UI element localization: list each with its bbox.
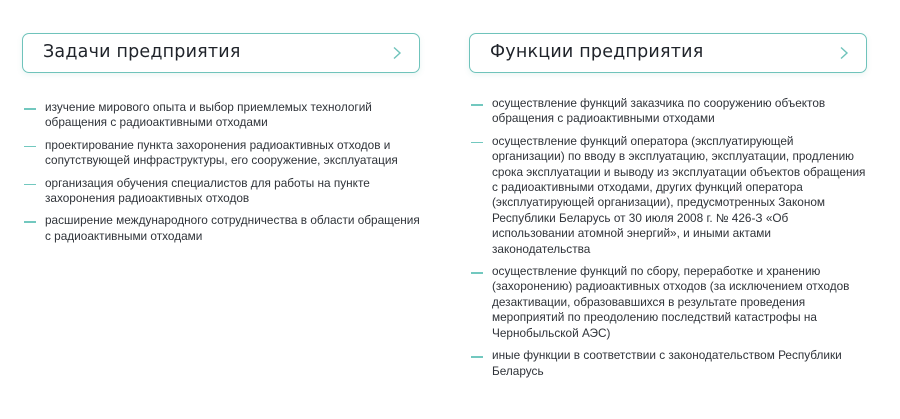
tasks-header-button[interactable] [22,33,420,73]
list-item [22,100,422,131]
list-item [22,176,422,207]
list-item [469,134,869,257]
dash-bullet-icon [471,356,483,358]
chevron-right-icon [391,46,403,60]
list-item [469,96,869,127]
dash-bullet-icon [471,142,483,144]
list-item-text: организация обучения специалистов для работы на пункте захоронения радиоактивных отходов [45,175,370,206]
list-item [469,348,869,379]
list-item-text: иные функции в соответствии с законодательством Республики Беларусь [492,348,842,378]
list-item-text: осуществление функций оператора (эксплуатирующей организации) по вводу в эксплуатацию, эксплуатации, продлению срока эксплуатации и выводу из эксплуатации объектов обращения с радиоактивными отходами, других функций оператора (эксплуатирующей организации), предусмотренных Законом Республики Беларусь от 30 июля 2008 г. № 426-З «Об использовании атомной энергий», и иными актами законодательства [492,133,866,256]
list-item [22,213,422,244]
tasks-title: Задачи предприятия [43,42,241,62]
list-item-text: проектирование пункта захоронения радиоактивных отходов и сопутствующей инфраструктуры, его сооружение, эксплуатация [45,137,398,168]
list-item [469,264,869,341]
list-item [22,138,422,169]
dash-bullet-icon [24,108,36,110]
dash-bullet-icon [471,104,483,106]
dash-bullet-icon [24,221,36,223]
list-item-text: расширение международного сотрудничества в области обращения с радиоактивными отходами [45,213,420,243]
dash-bullet-icon [24,184,36,186]
functions-list [469,96,869,386]
functions-header-button[interactable] [469,33,867,73]
functions-title: Функции предприятия [490,42,704,62]
dash-bullet-icon [24,146,36,148]
tasks-list [22,100,422,251]
dash-bullet-icon [471,272,483,274]
list-item-text: изучение мирового опыта и выбор приемлемых технологий обращения с радиоактивными отходами [45,100,372,130]
list-item-text: осуществление функций по сбору, переработке и хранению (захоронению) радиоактивных отходов (за исключением отходов дезактивации, образовавшихся в результате проведения мероприятий по преодолению последствий катастрофы на Чернобыльской АЭС) [492,264,850,340]
list-item-text: осуществление функций заказчика по сооружению объектов обращения с радиоактивными отходами [492,96,826,126]
chevron-right-icon [838,46,850,60]
